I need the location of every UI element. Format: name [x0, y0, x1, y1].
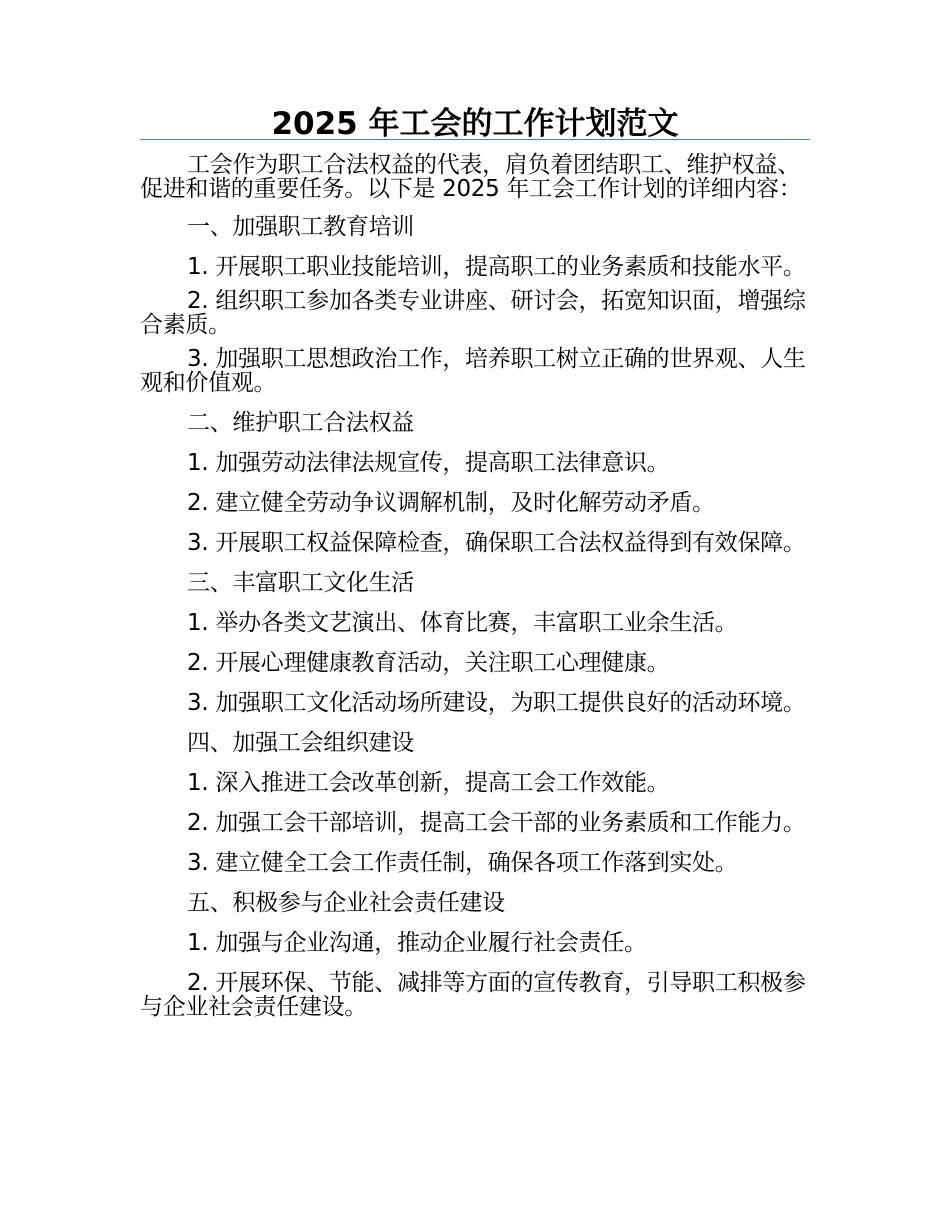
section-heading-5: 五、积极参与企业社会责任建设	[187, 890, 505, 916]
list-item-3-3: 3. 加强职工文化活动场所建设，为职工提供良好的活动环境。	[187, 690, 806, 716]
list-item-1-2: 2. 组织职工参加各类专业讲座、研讨会，拓宽知识面，增强综合素质。	[140, 288, 806, 338]
section-heading-2: 二、维护职工合法权益	[187, 410, 415, 436]
list-item-2-3: 3. 开展职工权益保障检查，确保职工合法权益得到有效保障。	[187, 530, 806, 556]
list-item-4-1: 1. 深入推进工会改革创新，提高工会工作效能。	[187, 770, 670, 796]
intro-paragraph: 工会作为职工合法权益的代表，肩负着团结职工、维护权益、促进和谐的重要任务。以下是 2025 年工会工作计划的详细内容：	[140, 152, 802, 202]
section-heading-3: 三、丰富职工文化生活	[187, 570, 415, 596]
list-item-3-1: 1. 举办各类文艺演出、体育比赛，丰富职工业余生活。	[187, 610, 738, 636]
list-item-5-2: 2. 开展环保、节能、减排等方面的宣传教育，引导职工积极参与企业社会责任建设。	[140, 970, 806, 1020]
list-item-4-3: 3. 建立健全工会工作责任制，确保各项工作落到实处。	[187, 850, 738, 876]
document-title: 2025 年工会的工作计划范文	[271, 106, 679, 142]
list-item-2-1: 1. 加强劳动法律法规宣传，提高职工法律意识。	[187, 450, 670, 476]
section-heading-1: 一、加强职工教育培训	[187, 214, 415, 240]
list-item-2-2: 2. 建立健全劳动争议调解机制，及时化解劳动矛盾。	[187, 490, 715, 516]
list-item-4-2: 2. 加强工会干部培训，提高工会干部的业务素质和工作能力。	[187, 810, 806, 836]
list-item-3-2: 2. 开展心理健康教育活动，关注职工心理健康。	[187, 650, 670, 676]
title-underline	[140, 139, 810, 140]
document-body	[140, 153, 810, 1019]
list-item-1-3: 3. 加强职工思想政治工作，培养职工树立正确的世界观、人生观和价值观。	[140, 346, 806, 396]
list-item-5-1: 1. 加强与企业沟通，推动企业履行社会责任。	[187, 930, 647, 956]
section-heading-4: 四、加强工会组织建设	[187, 730, 415, 756]
list-item-1-1: 1. 开展职工职业技能培训，提高职工的业务素质和技能水平。	[187, 254, 806, 280]
